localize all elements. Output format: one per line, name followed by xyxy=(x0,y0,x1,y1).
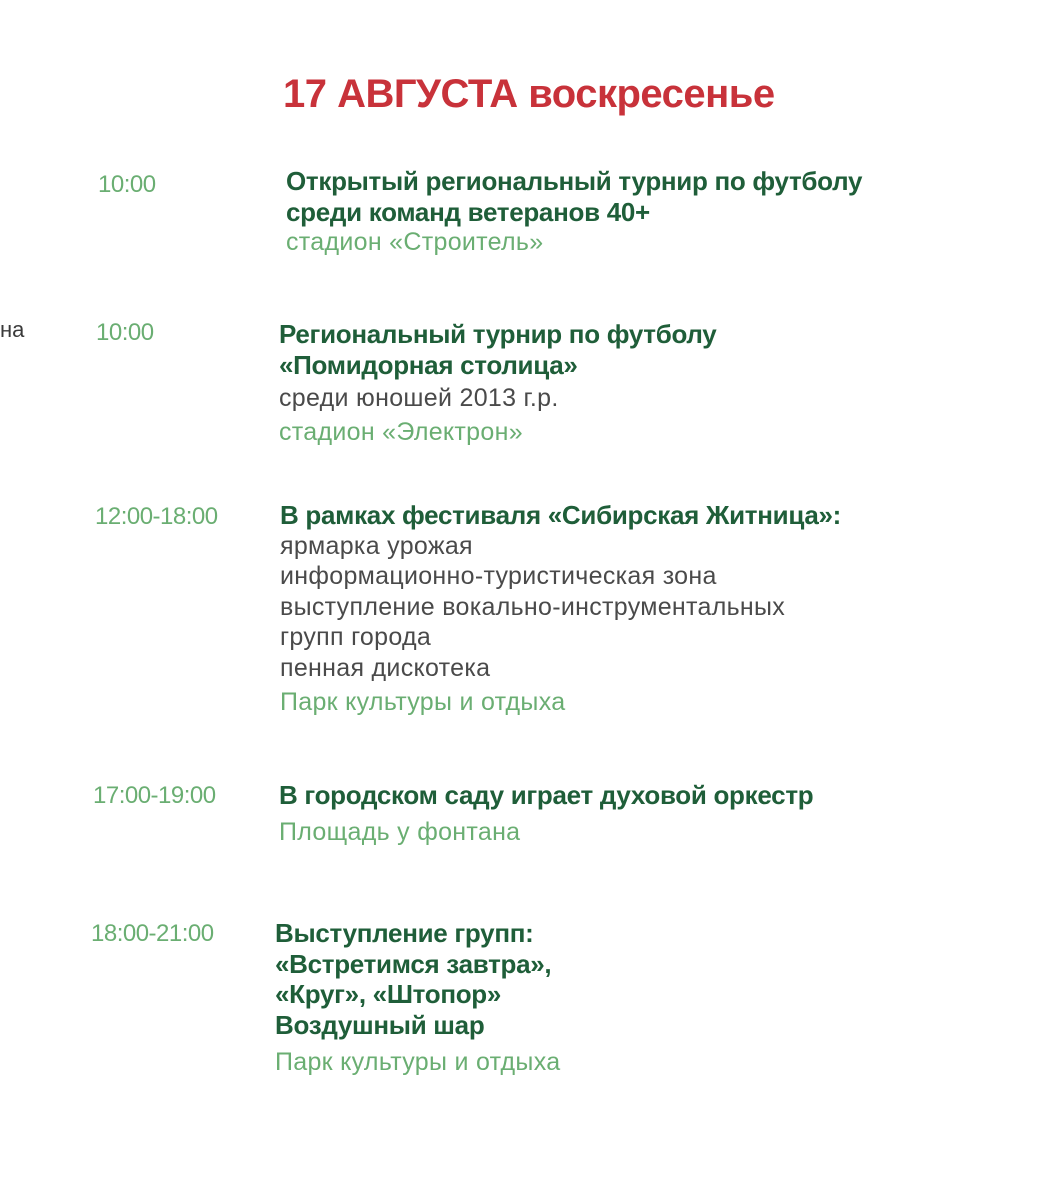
event-title-line: среди команд ветеранов 40+ xyxy=(286,196,650,227)
event-body xyxy=(279,319,1019,448)
event-title-line: «Помидорная столица» xyxy=(279,349,578,380)
event-detail-line: выступление вокально-инструментальных xyxy=(280,592,786,621)
event-title-line: Открытый региональный турнир по футболу xyxy=(286,166,863,196)
event-detail-line: ярмарка урожая xyxy=(280,531,473,560)
event-title-line: В рамках фестиваля «Сибирская Житница»: xyxy=(280,500,841,530)
event-detail-line: среди юношей 2013 г.р. xyxy=(279,384,559,412)
event-location: Парк культуры и отдыха xyxy=(280,688,566,716)
event-detail-line: пенная дискотека xyxy=(280,653,491,682)
event-location: стадион «Электрон» xyxy=(279,418,523,446)
event-title-line: В городском саду играет духовой оркестр xyxy=(279,780,814,810)
event-time: 12:00-18:00 xyxy=(95,503,218,530)
event-title-line: Выступление групп: xyxy=(275,918,534,948)
event-time: 10:00 xyxy=(96,319,154,346)
cropped-text-fragment: на xyxy=(0,317,25,342)
date-heading: 17 АВГУСТА воскресенье xyxy=(283,72,775,116)
event-title-line: «Встретимся завтра», xyxy=(275,948,552,979)
event-time: 18:00-21:00 xyxy=(91,920,214,947)
event-location: стадион «Строитель» xyxy=(286,228,544,256)
event-time: 10:00 xyxy=(98,171,156,198)
event-time: 17:00-19:00 xyxy=(93,782,216,809)
event-title-line: Региональный турнир по футболу xyxy=(279,319,717,349)
event-location: Площадь у фонтана xyxy=(279,817,521,846)
event-body xyxy=(280,500,1020,721)
event-location: Парк культуры и отдыха xyxy=(275,1048,561,1076)
event-title-line: «Круг», «Штопор» xyxy=(275,979,502,1009)
event-detail-line: групп города xyxy=(280,623,432,651)
event-title-line: Воздушный шар xyxy=(275,1009,485,1040)
event-body xyxy=(286,166,1026,257)
event-detail-line: информационно-туристическая зона xyxy=(280,562,717,590)
event-body xyxy=(275,918,1015,1084)
event-body xyxy=(279,780,1019,853)
